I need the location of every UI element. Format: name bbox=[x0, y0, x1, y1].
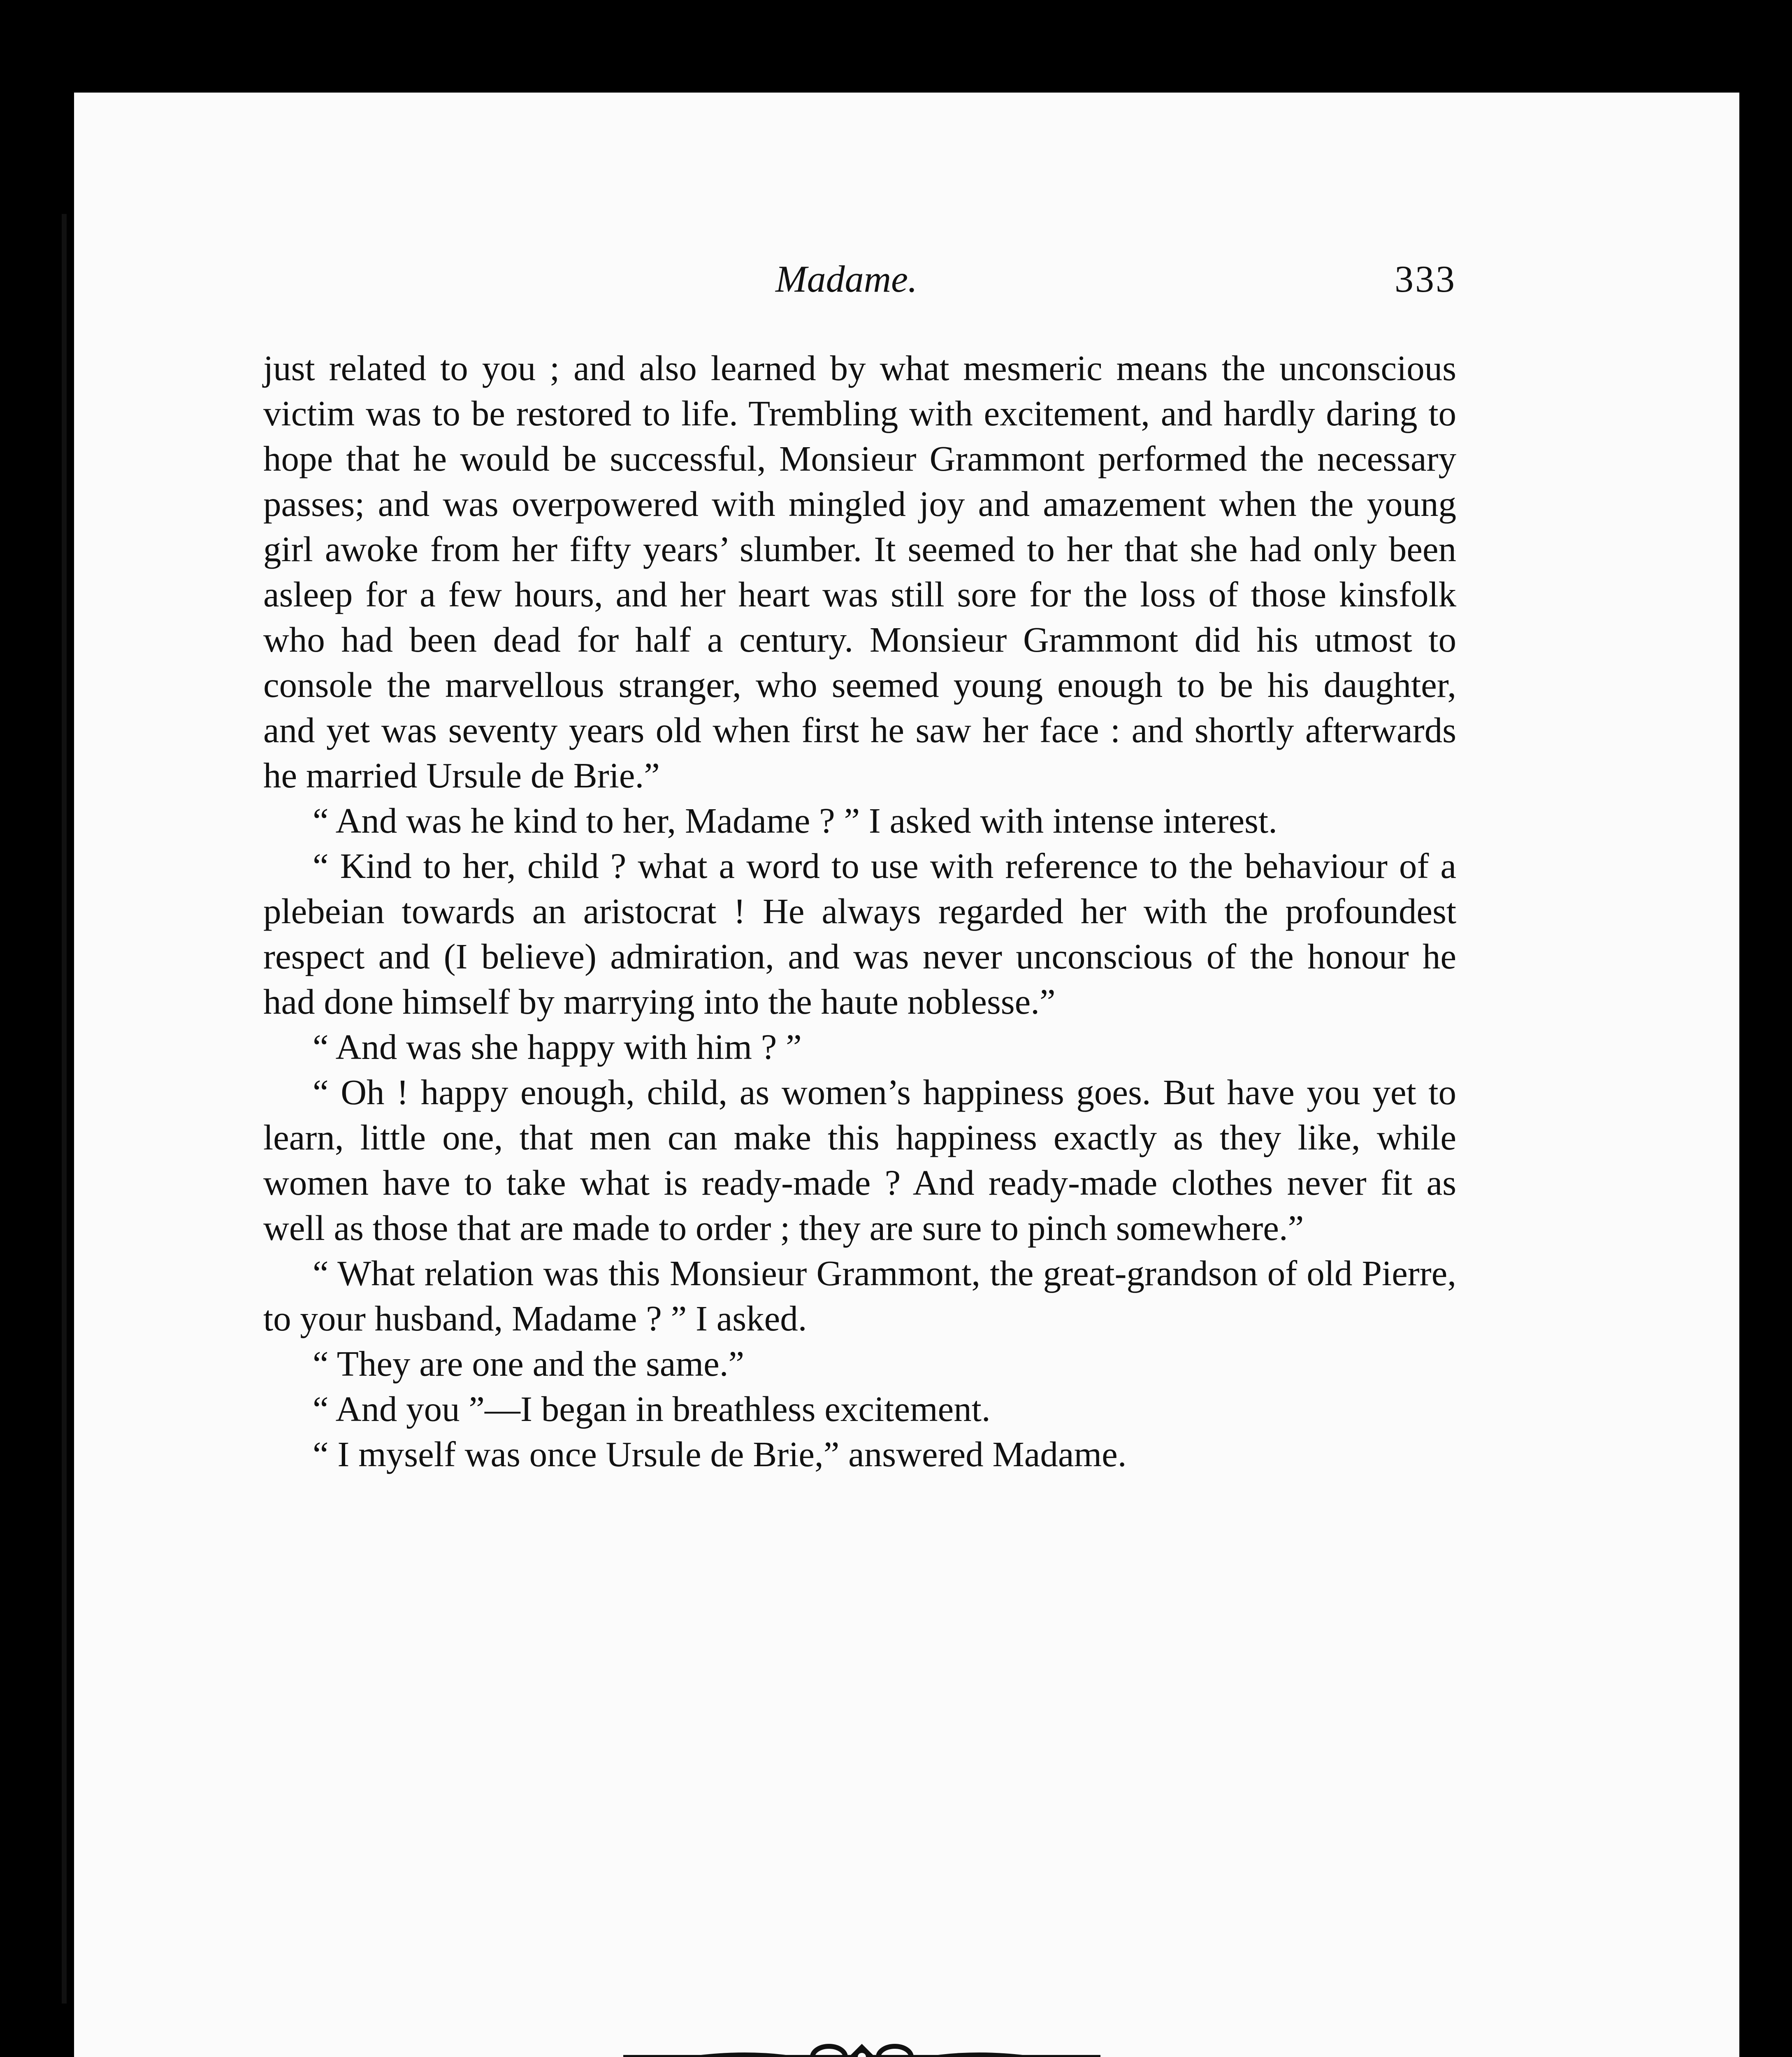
paragraph: “ And was he kind to her, Madame ? ” I asked with intense interest. bbox=[313, 801, 1277, 840]
paragraph: just related to you ; and also learned by what mesmeric means the unconscious victim was to be restored to life. Trembling with excitement, and hardly daring to hope that he would be successful, Monsieur Grammont performed the necessary passes; and was overpowered with mingled joy and amazement when the young girl awoke from her fifty years’ slumber. It seemed to her that she had only been asleep for a few hours, and her heart was still sore for the loss of those kinsfolk who had been dead for half a century. Monsieur Grammont did his utmost to console the marvellous stranger, who seemed young enough to be his daughter, and yet was seventy years old when first he saw her face : and shortly afterwards he married Ursule de Brie.” bbox=[263, 348, 1456, 795]
running-title: Madame. bbox=[775, 258, 917, 300]
spine-edge bbox=[62, 214, 67, 2004]
paragraph: “ Oh ! happy enough, child, as women’s happiness goes. But have you yet to learn, little one, that men can make this happiness exactly as they like, while women have to take what is ready-made ? And ready-made clothes never fit as well as those that are made to order ; they are sure to pinch somewhere.” bbox=[263, 1072, 1456, 1248]
paragraph: “ I myself was once Ursule de Brie,” answered Madame. bbox=[313, 1434, 1127, 1474]
paragraph: “ They are one and the same.” bbox=[313, 1344, 745, 1384]
paragraph: “ Kind to her, child ? what a word to use with reference to the behaviour of a plebeian towards an aristocrat ! He always regarded her with the profoundest respect and (I believe) admiration, and was never unconscious of the honour he had done himself by marrying into the haute noblesse.” bbox=[263, 846, 1456, 1022]
paragraph: “ And was she happy with him ? ” bbox=[313, 1027, 802, 1067]
paragraph: “ And you ”—I began in breathless excitement. bbox=[313, 1389, 991, 1429]
paragraph: “ What relation was this Monsieur Grammont, the great-grandson of old Pierre, to your husband, Madame ? ” I asked. bbox=[263, 1253, 1456, 1338]
page-number: 333 bbox=[1395, 258, 1456, 300]
scroll-ornament-icon bbox=[623, 2041, 1100, 2057]
page-header bbox=[263, 257, 1456, 319]
body-text bbox=[263, 346, 1456, 1477]
